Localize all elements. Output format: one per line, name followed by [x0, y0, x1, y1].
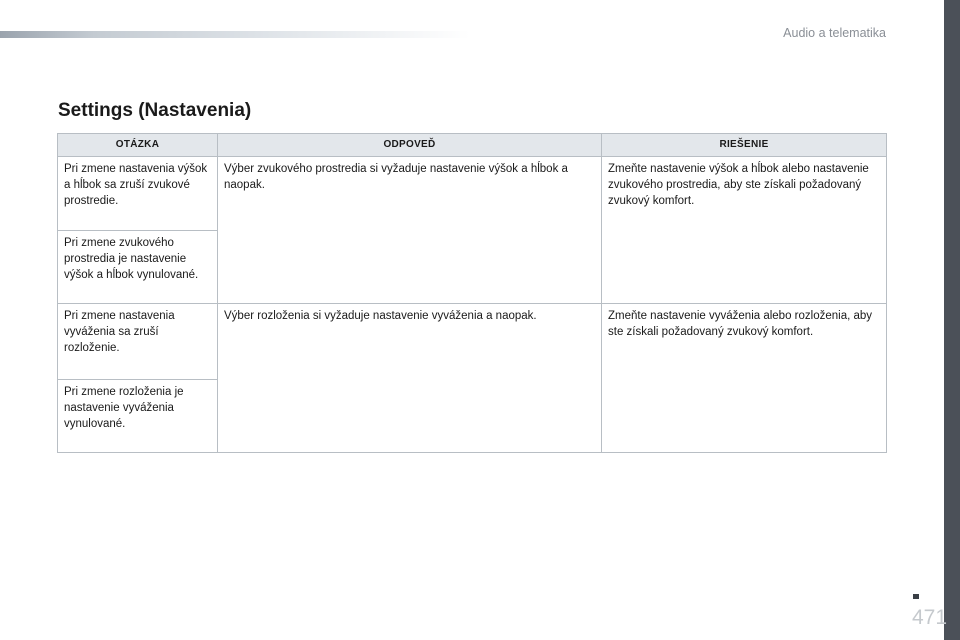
question-cell: Pri zmene nastavenia výšok a hĺbok sa zruší zvukové prostredie.	[58, 157, 218, 231]
question-cell: Pri zmene nastavenia vyváženia sa zruší rozloženie.	[58, 304, 218, 380]
header-solution: RIEŠENIE	[602, 134, 887, 157]
question-cell: Pri zmene rozloženia je nastavenie vyváženia vynulované.	[58, 380, 218, 453]
answer-cell: Výber zvukového prostredia si vyžaduje nastavenie výšok a hĺbok a naopak.	[218, 157, 602, 304]
header-decor-bar	[0, 31, 470, 38]
solution-cell: Zmeňte nastavenie vyváženia alebo rozloženia, aby ste získali požadovaný zvukový komfort.	[602, 304, 887, 453]
header-question: OTÁZKA	[58, 134, 218, 157]
page-title: Settings (Nastavenia)	[58, 100, 252, 121]
footer-marker	[913, 594, 919, 599]
section-title: Audio a telematika	[783, 26, 886, 40]
answer-cell: Výber rozloženia si vyžaduje nastavenie vyváženia a naopak.	[218, 304, 602, 453]
faq-table	[57, 133, 887, 453]
solution-cell: Zmeňte nastavenie výšok a hĺbok alebo nastavenie zvukového prostredia, aby ste získali požadovaný zvukový komfort.	[602, 157, 887, 304]
table-row	[58, 157, 887, 231]
page-edge-strip	[944, 0, 960, 640]
table-header-row	[58, 134, 887, 157]
header-answer: ODPOVEĎ	[218, 134, 602, 157]
table-row	[58, 304, 887, 380]
question-cell: Pri zmene zvukového prostredia je nastavenie výšok a hĺbok vynulované.	[58, 231, 218, 304]
page-number: 471	[912, 606, 948, 629]
